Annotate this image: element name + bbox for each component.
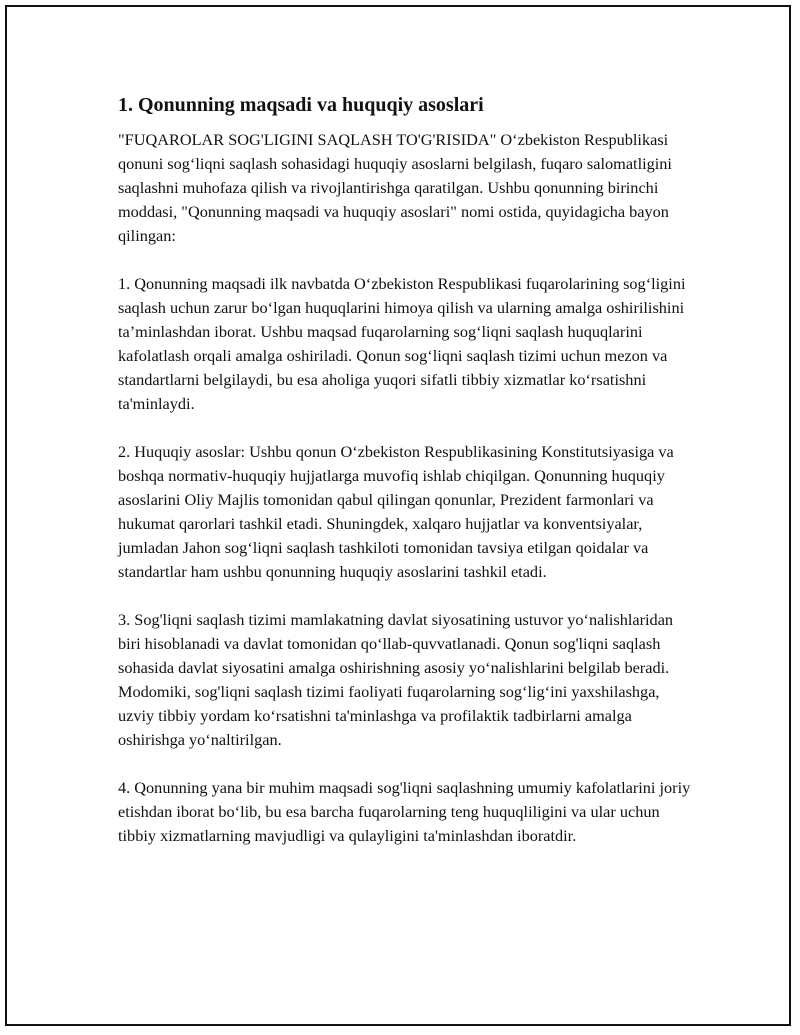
paragraph-legal-basis: 2. Huquqiy asoslar: Ushbu qonun O‘zbekiston Respublikasining Konstitutsiyasiga va boshqa normativ-huquqiy hujjatlarga muvofiq ishlab chiqilgan. Qonunning huquqiy asoslarini Oliy Majlis tomonidan qabul qilingan qonunlar, Prezident farmonlari va hukumat qarorlari tashkil etadi. Shuningdek, xalqaro hujjatlar va konventsiyalar, jumladan Jahon sog‘liqni saqlash tashkiloti tomonidan tavsiya etilgan qoidalar va standartlar ham ushbu qonunning huquqiy asoslarini tashkil etadi. [118, 442, 674, 581]
intro-paragraph: "FUQAROLAR SOG'LIGINI SAQLASH TO'G'RISIDA" O‘zbekiston Respublikasi qonuni sog‘liqni saqlash sohasidagi huquqiy asoslarni belgilash, fuqaro salomatligini saqlashni muhofaza qilish va rivojlantirishga qaratilgan. Ushbu qonunning birinchi moddasi, "Qonunning maqsadi va huquqiy asoslari" nomi ostida, quyidagicha bayon qilingan: [118, 130, 672, 245]
section-heading: 1. Qonunning maqsadi va huquqiy asoslari [118, 94, 484, 116]
paragraph-state-policy: 3. Sog'liqni saqlash tizimi mamlakatning davlat siyosatining ustuvor yo‘nalishlaridan biri hisoblanadi va davlat tomonidan qo‘llab-quvvatlanadi. Qonun sog'liqni saqlash sohasida davlat siyosatini amalga oshirishning asosiy yo‘nalishlarini belgilab beradi. Modomiki, sog'liqni saqlash tizimi faoliyati fuqarolarning sog‘lig‘ini yaxshilashga, uzviy tibbiy yordam ko‘rsatishni ta'minlashga va profilaktik tadbirlarni amalga oshirishga yo‘naltirilgan. [118, 610, 674, 749]
paragraph-guarantees: 4. Qonunning yana bir muhim maqsadi sog'liqni saqlashning umumiy kafolatlarini joriy etishdan iborat bo‘lib, bu esa barcha fuqarolarning teng huquqliligini va ular uchun tibbiy xizmatlarning mavjudligi va qulayligini ta'minlashdan iboratdir. [118, 778, 691, 845]
document-body [118, 92, 693, 872]
paragraph-purpose: 1. Qonunning maqsadi ilk navbatda O‘zbekiston Respublikasi fuqarolarining sog‘ligini saqlash uchun zarur bo‘lgan huquqlarini himoya qilish va ularning amalga oshirilishini ta’minlashdan iborat. Ushbu maqsad fuqarolarning sog‘liqni saqlash huquqlarini kafolatlash orqali amalga oshiriladi. Qonun sog‘liqni saqlash tizimi uchun mezon va standartlarni belgilaydi, bu esa aholiga yuqori sifatli tibbiy xizmatlar ko‘rsatishni ta'minlaydi. [118, 274, 686, 413]
